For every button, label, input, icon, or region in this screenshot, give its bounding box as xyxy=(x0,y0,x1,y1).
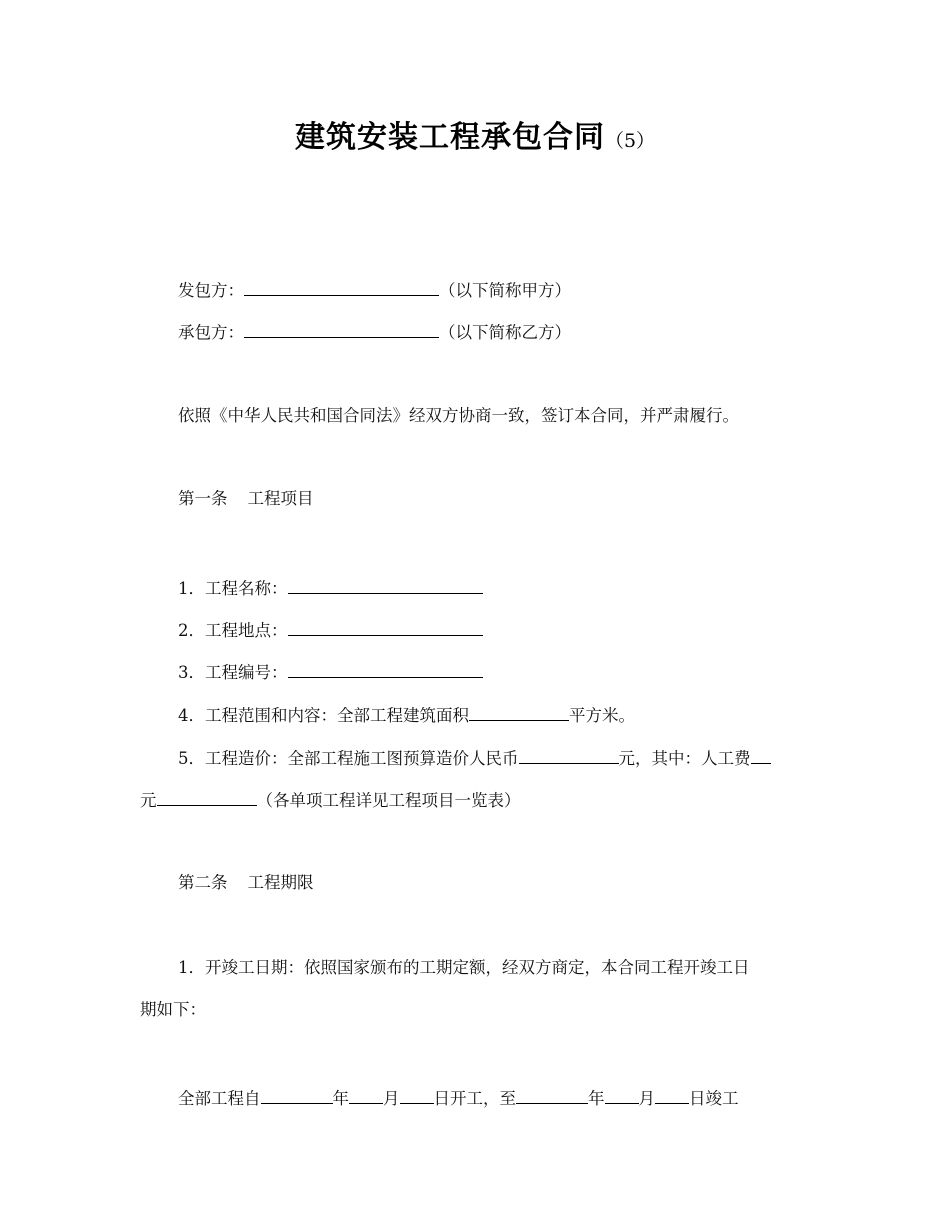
title-main: 建筑安装工程承包合同 xyxy=(294,120,605,155)
schedule-prefix: 全部工程自 xyxy=(178,1089,261,1108)
project-number-label: 3．工程编号： xyxy=(178,663,288,682)
article2-number: 第二条 xyxy=(178,873,228,892)
article1-heading xyxy=(178,491,314,508)
end-year-label: 年 xyxy=(588,1089,605,1108)
article1-item1 xyxy=(178,577,483,598)
start-year-blank[interactable] xyxy=(261,1087,333,1104)
start-day-blank[interactable] xyxy=(400,1087,434,1104)
project-number-blank[interactable] xyxy=(288,661,483,678)
document-title xyxy=(0,112,950,156)
employer-line xyxy=(178,279,571,300)
contractor-line xyxy=(178,321,571,342)
building-area-blank[interactable] xyxy=(469,704,569,721)
scope-unit: 平方米。 xyxy=(569,706,635,725)
contractor-note: （以下简称乙方） xyxy=(439,323,571,342)
article1-title: 工程项目 xyxy=(247,489,314,508)
end-day-blank[interactable] xyxy=(655,1087,689,1104)
cost-note: （各单项工程详见工程项目一览表） xyxy=(256,791,521,810)
article1-item4 xyxy=(178,704,635,725)
end-month-blank[interactable] xyxy=(605,1087,639,1104)
scope-label: 4．工程范围和内容：全部工程建筑面积 xyxy=(178,706,469,725)
article2-item1-line2: 期如下： xyxy=(140,1000,206,1019)
labor-cost-label: 元，其中：人工费 xyxy=(618,749,751,768)
start-day-label: 日开工，至 xyxy=(433,1089,516,1108)
labor-cost-blank[interactable] xyxy=(751,747,771,764)
other-cost-blank[interactable] xyxy=(157,789,257,806)
employer-blank[interactable] xyxy=(244,279,439,296)
project-location-blank[interactable] xyxy=(288,619,483,636)
contractor-label: 承包方： xyxy=(178,323,244,342)
project-location-label: 2．工程地点： xyxy=(178,621,288,640)
end-month-label: 月 xyxy=(638,1089,655,1108)
start-month-blank[interactable] xyxy=(349,1087,383,1104)
article1-item5 xyxy=(178,747,771,768)
schedule-line xyxy=(178,1087,739,1108)
article2-item1-line1: 1．开竣工日期：依照国家颁布的工期定额，经双方商定，本合同工程开竣工日 xyxy=(178,958,750,977)
cost-label: 5．工程造价：全部工程施工图预算造价人民币 xyxy=(178,749,519,768)
article1-item3 xyxy=(178,661,483,682)
article1-item2 xyxy=(178,619,483,640)
article1-item5-continuation xyxy=(140,789,521,810)
end-day-label: 日竣工 xyxy=(689,1089,739,1108)
project-name-label: 1．工程名称： xyxy=(178,579,288,598)
preamble: 依照《中华人民共和国合同法》经双方协商一致，签订本合同，并严肃履行。 xyxy=(178,406,739,425)
title-suffix: （5） xyxy=(604,130,656,152)
labor-cost-unit: 元 xyxy=(140,791,157,810)
total-cost-blank[interactable] xyxy=(519,747,619,764)
project-name-blank[interactable] xyxy=(288,577,483,594)
employer-note: （以下简称甲方） xyxy=(439,281,571,300)
contractor-blank[interactable] xyxy=(244,321,439,338)
end-year-blank[interactable] xyxy=(516,1087,588,1104)
article2-heading xyxy=(178,875,314,892)
article1-number: 第一条 xyxy=(178,489,228,508)
start-year-label: 年 xyxy=(332,1089,349,1108)
article2-title: 工程期限 xyxy=(247,873,314,892)
start-month-label: 月 xyxy=(383,1089,400,1108)
employer-label: 发包方： xyxy=(178,281,244,300)
